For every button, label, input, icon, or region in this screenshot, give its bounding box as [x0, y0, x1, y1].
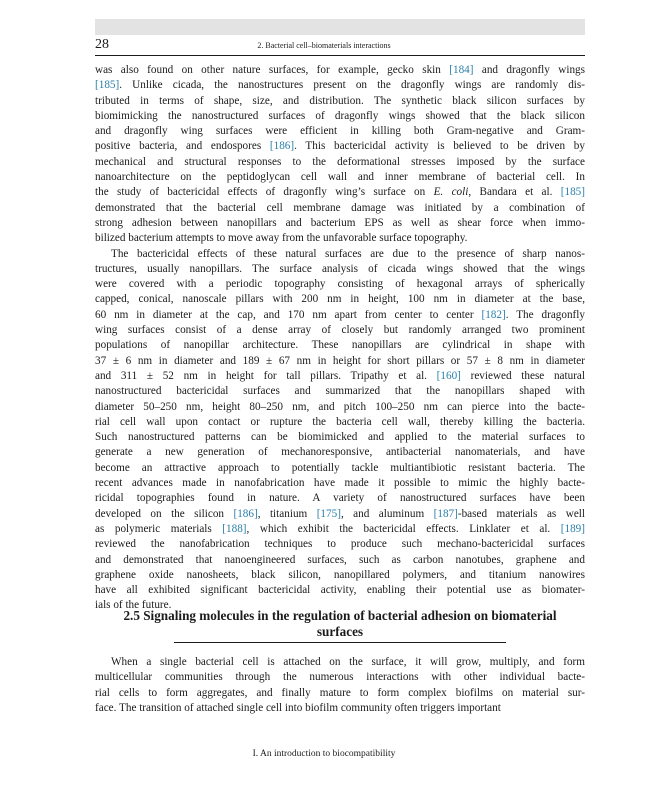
paragraph — [95, 247, 585, 614]
page-footer: I. An introduction to biocompatibility — [252, 749, 396, 759]
text-line: and dragonfly wing surfaces were efficient in killing both Gram-negative and Gram- — [95, 125, 585, 138]
text-line: developed on the silicon [186], titanium [175], and aluminum [187]-based materials as well — [95, 507, 585, 520]
paragraph — [95, 655, 585, 716]
citation-link[interactable]: [187] — [433, 507, 458, 520]
section-heading-line: 2.5 Signaling molecules in the regulation of bacterial adhesion on biomaterial — [123, 608, 557, 623]
citation-link[interactable]: [185] — [560, 186, 585, 199]
text-line: populations of nanopillar architecture. These nanopillars are cylindrical in shape with — [95, 339, 585, 352]
page-number: 28 — [95, 37, 109, 52]
text-line: tructures, usually nanopillars. The surface analysis of cicada wings showed that the wings — [95, 262, 585, 275]
text-line: generate a new generation of mechanoresponsive, antibacterial nanomaterials, and have — [95, 446, 585, 459]
text-line: graphene oxide nanosheets, black silicon, nanopillared polymers, and titanium nanowires — [95, 568, 585, 581]
header-rule — [95, 55, 585, 56]
section-heading-line: surfaces — [316, 623, 364, 639]
running-title: 2. Bacterial cell–biomaterials interactions — [257, 41, 391, 50]
text-line: as polymeric materials [188], which exhibit the bactericidal effects. Linklater et al. [189] — [95, 522, 585, 535]
text-line: multicellular communities through the numerous interactions with other individual bacte- — [95, 671, 585, 684]
text-line: nanoarchitecture on the peptidoglycan cell wall and inner membrane of bacterial cell. In — [95, 171, 585, 184]
citation-link[interactable]: [175] — [316, 507, 341, 520]
text-line: bilized bacterium attempts to move away from the unfavorable surface topography. — [95, 232, 468, 245]
text-line: [185]. Unlike cicada, the nanostructures present on the dragonfly wings are randomly dis- — [95, 79, 585, 92]
body-text-section — [95, 655, 585, 716]
citation-link[interactable]: [186] — [233, 507, 258, 520]
paragraph — [95, 63, 585, 247]
text-line: recent advances made in nanofabrication have made it possible to mimic the highly bacte- — [95, 477, 585, 490]
citation-link[interactable]: [160] — [436, 369, 461, 382]
text-line: reviewed the nanofabrication techniques to produce such mechano-bactericidal surfaces — [95, 538, 585, 551]
text-line: The bactericidal effects of these natural surfaces are due to the presence of sharp nanos- — [111, 247, 585, 260]
text-line: strong adhesion between nanopillars and bacterium EPS as well as shear force when immo- — [95, 216, 585, 229]
text-line: diameter 50–250 nm, height 80–250 nm, and pitch 100–250 nm can pierce into the bacte- — [95, 400, 585, 413]
section-rule — [174, 642, 506, 643]
text-line: wing surfaces consist of a dense array of closely but randomly arranged two prominent — [95, 324, 585, 337]
text-line: Such nanostructured patterns can be biomimicked and applied to the material surfaces to — [95, 431, 585, 444]
emphasis: E. coli — [433, 186, 469, 199]
header-band — [95, 19, 585, 35]
text-line: and 311 ± 52 nm in height for tall pillars. Tripathy et al. [160] reviewed these natural — [95, 369, 585, 382]
text-line: and demonstrated that nanoengineered surfaces, such as carbon nanotubes, graphene and — [95, 553, 585, 566]
text-line: rial cell wall upon contact or rupture the bacteria cell wall, thereby killing the bacteria. — [95, 415, 585, 428]
text-line: was also found on other nature surfaces, for example, gecko skin [184] and dragonfly wings — [95, 64, 585, 76]
text-line: demonstrated that the bacterial cell membrane damage was initiated by a combination of — [95, 201, 585, 214]
text-line: rial cells to form aggregates, and finally mature to form complex biofilms on material sur- — [95, 686, 585, 699]
section-heading — [95, 608, 585, 639]
text-line: tributed in terms of shape, size, and distribution. The synthetic black silicon surfaces by — [95, 94, 585, 107]
text-line: have all exhibited significant bactericidal activity, enabling their potential use as biomater- — [95, 584, 585, 597]
text-line: mechanical and structural responses to the deformational stresses imposed by the surface — [95, 155, 585, 168]
text-line: 37 ± 6 nm in diameter and 189 ± 67 nm in height for short pillars or 57 ± 8 nm in diameter — [95, 354, 585, 367]
citation-link[interactable]: [186] — [269, 140, 295, 153]
citation-link[interactable]: [188] — [222, 522, 247, 535]
text-line: face. The transition of attached single cell into biofilm community often triggers important — [95, 701, 501, 714]
citation-link[interactable]: [185] — [95, 79, 120, 92]
text-line: When a single bacterial cell is attached on the surface, it will grow, multiply, and form — [111, 656, 585, 668]
text-line: nanostructured bactericidal surfaces and summarized that the nanopillars shaped with — [95, 385, 585, 398]
text-line: were covered with a periodic topography consisting of hexagonal arrays of spherically — [95, 278, 585, 291]
text-line: capped, conical, nanoscale pillars with 200 nm in height, 100 nm in diameter at the base, — [95, 293, 585, 306]
text-line: positive bacteria, and endospores [186]. This bactericidal activity is believed to be driven by — [95, 140, 585, 153]
citation-link[interactable]: [184] — [449, 64, 474, 76]
citation-link[interactable]: [189] — [560, 522, 585, 535]
text-line: the study of bactericidal effects of dragonfly wing’s surface on E. coli, Bandara et al. [185] — [95, 186, 585, 199]
text-line: ricidal topographies found in nature. A variety of nanostructured surfaces have been — [95, 492, 585, 505]
body-text-main — [95, 63, 585, 614]
text-line: ials of the future. — [95, 599, 172, 612]
text-line: 60 nm in diameter at the cap, and 170 nm apart from center to center [182]. The dragonfly — [95, 308, 585, 321]
text-line: biomimicking the nanostructured surfaces of dragonfly wings showed that the black silicon — [95, 109, 585, 122]
text-line: become an attractive approach to potentially tackle multiantibiotic resistant bacteria. The — [95, 461, 585, 474]
citation-link[interactable]: [182] — [481, 308, 506, 321]
